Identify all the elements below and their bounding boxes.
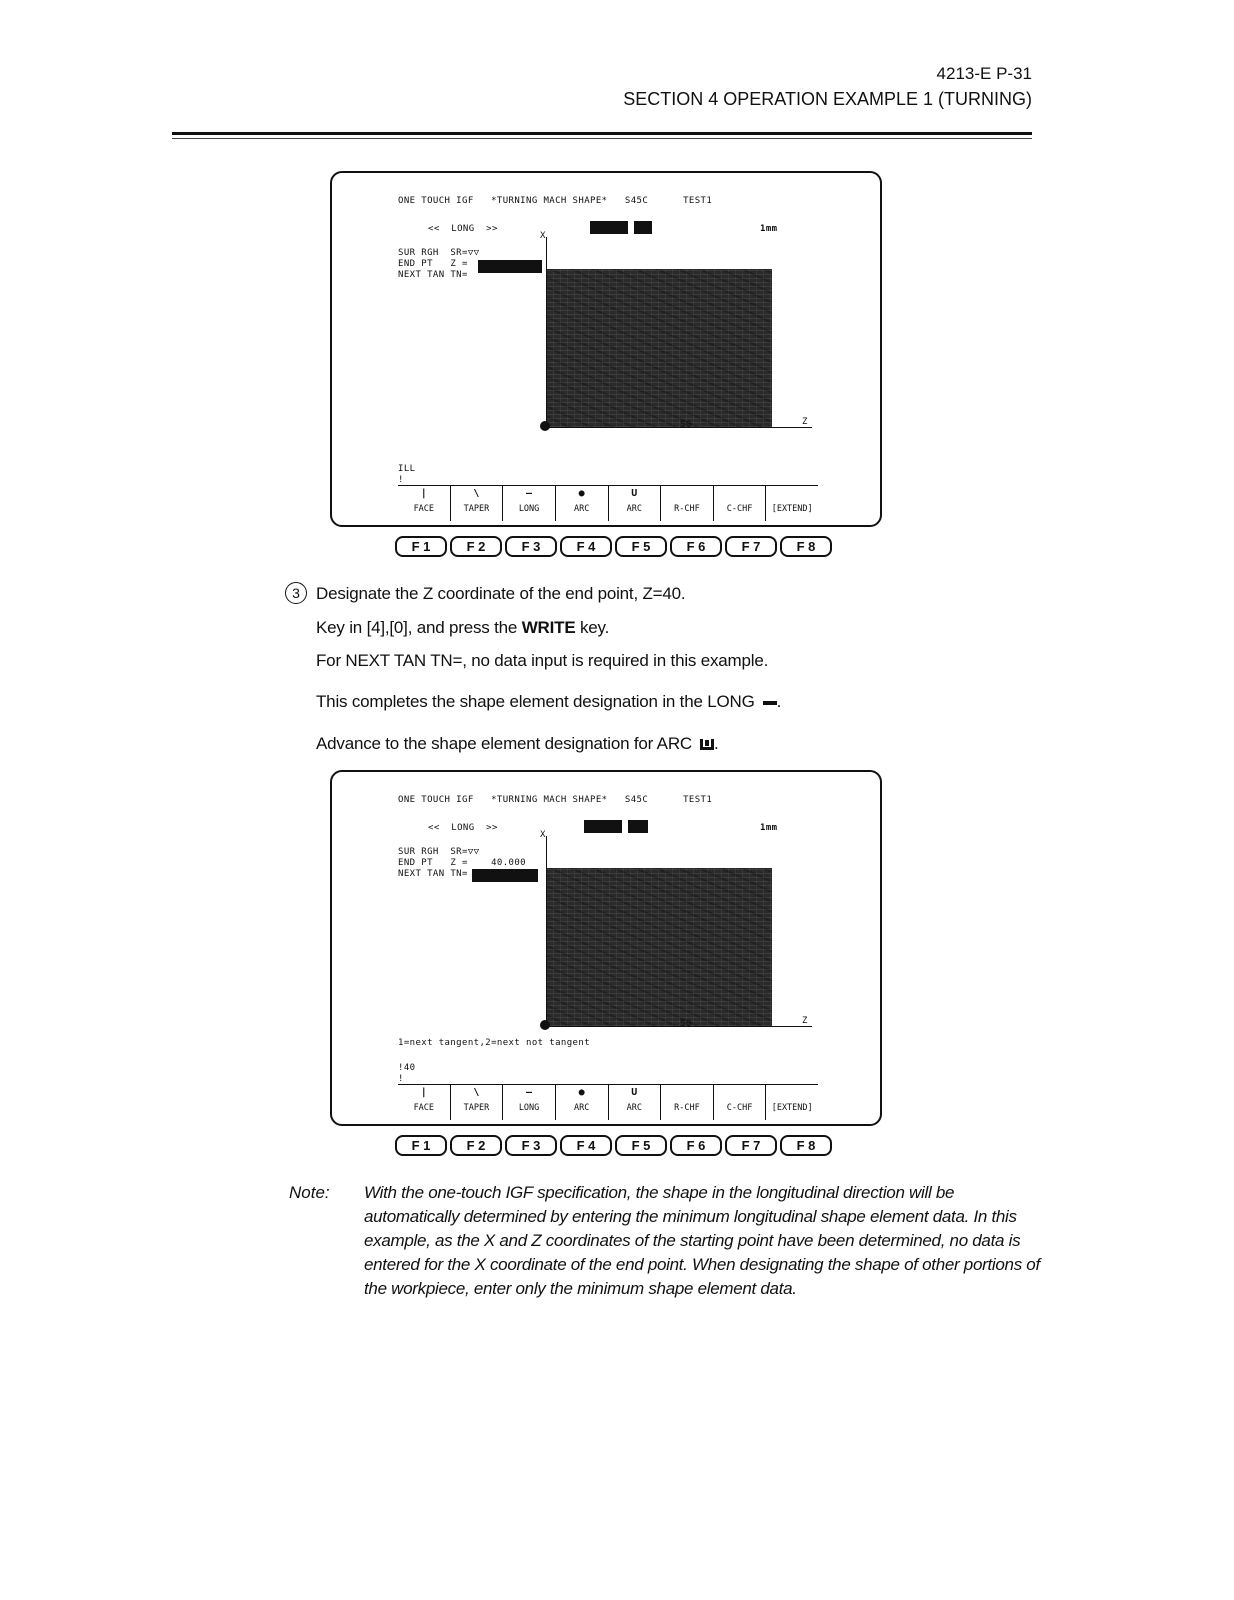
nc-screen-2 (330, 770, 882, 1126)
surface-roughness-field: SUR RGH SR=▽▽ (398, 847, 480, 857)
f2-key[interactable]: F 2 (450, 1135, 502, 1156)
scale-label: 1mm (760, 224, 778, 234)
end-point-field: END PT Z = 40.000 (398, 858, 527, 868)
face-icon: | (420, 488, 427, 499)
note-label: Note: (289, 1183, 330, 1202)
function-menu (398, 485, 818, 521)
f4-key[interactable]: F 4 (560, 536, 612, 557)
step-line-1: Designate the Z coordinate of the end point, Z=40. (316, 584, 686, 603)
x-axis (546, 836, 547, 1028)
z-axis (546, 427, 812, 428)
page-id: 4213-E P-31 (936, 64, 1032, 83)
input-line: ILL (398, 464, 416, 474)
menu-long[interactable] (503, 486, 556, 521)
f6-key[interactable]: F 6 (670, 536, 722, 557)
x-axis-label: X (540, 830, 546, 840)
shape-indicator-block (628, 820, 648, 833)
f8-key[interactable]: F 8 (780, 1135, 832, 1156)
arc-concave-icon (700, 739, 714, 750)
shape-plot (546, 269, 772, 427)
f1-key[interactable]: F 1 (395, 1135, 447, 1156)
shape-indicator-block (634, 221, 652, 234)
f5-key[interactable]: F 5 (615, 536, 667, 557)
f5-key[interactable]: F 5 (615, 1135, 667, 1156)
menu-label: FACE (413, 1103, 435, 1113)
menu-icon-empty (661, 1085, 713, 1101)
menu-long[interactable] (503, 1085, 556, 1120)
tick-50: 50 (680, 420, 692, 430)
step-line-3: For NEXT TAN TN=, no data input is required in this example. (316, 651, 769, 670)
menu-r-chf[interactable] (661, 486, 714, 521)
menu-arc-concave[interactable] (609, 1085, 662, 1120)
menu-arc-convex[interactable] (556, 1085, 609, 1120)
menu-r-chf[interactable] (661, 1085, 714, 1120)
mode-label: << LONG >> (428, 224, 498, 234)
z-axis-label: Z (802, 417, 808, 427)
next-tangent-field: NEXT TAN TN= (398, 270, 468, 280)
menu-arc-concave[interactable] (609, 486, 662, 521)
screen-title: ONE TOUCH IGF *TURNING MACH SHAPE* S45C TEST1 (398, 196, 713, 206)
scale-label: 1mm (760, 823, 778, 833)
long-icon (763, 701, 777, 705)
function-keys (395, 1135, 832, 1156)
f1-key[interactable]: F 1 (395, 536, 447, 557)
menu-label: R-CHF (674, 1103, 700, 1113)
f6-key[interactable]: F 6 (670, 1135, 722, 1156)
nc-screen-1 (330, 171, 882, 527)
menu-label: ARC (574, 1103, 590, 1113)
menu-icon-empty (714, 486, 766, 502)
input-cursor-block (472, 869, 538, 882)
next-tangent-field: NEXT TAN TN= (398, 869, 468, 879)
input-cursor-block (478, 260, 542, 273)
shape-indicator-block (584, 820, 622, 833)
long-icon: — (526, 1087, 533, 1098)
header-rule-thin (172, 138, 1032, 139)
step-line-4: This completes the shape element designation in the LONG . (316, 692, 782, 711)
step-number: 3 (285, 582, 307, 604)
z-axis (546, 1026, 812, 1027)
f3-key[interactable]: F 3 (505, 536, 557, 557)
step-line-5: Advance to the shape element designation for ARC . (316, 734, 719, 753)
f3-key[interactable]: F 3 (505, 1135, 557, 1156)
menu-taper[interactable] (451, 1085, 504, 1120)
end-point-field: END PT Z = (398, 259, 468, 269)
x-axis (546, 237, 547, 429)
input-cursor: ! (398, 475, 404, 485)
menu-label: C-CHF (726, 1103, 753, 1113)
menu-label: ARC (574, 504, 590, 514)
menu-c-chf[interactable] (714, 1085, 767, 1120)
surface-roughness-field: SUR RGH SR=▽▽ (398, 248, 480, 258)
arc-convex-icon: ● (578, 1087, 585, 1098)
menu-label: [EXTEND] (771, 1103, 813, 1113)
menu-label: TAPER (463, 1103, 490, 1113)
origin-marker (540, 1020, 550, 1030)
taper-icon: \ (473, 1087, 480, 1098)
menu-icon-empty (661, 486, 713, 502)
taper-icon: \ (473, 488, 480, 499)
note-text: With the one-touch IGF specification, the shape in the longitudinal direction will be automatically determined by entering the minimum longitudinal shape element data. In this example, as the X and Z coordinates of the starting point have been determined, no data is entered for the X coordinate of the end point. When designating the shape of other portions of the workpiece, enter only the minimum shape element data. (364, 1183, 1040, 1298)
menu-label: FACE (413, 504, 435, 514)
menu-label: [EXTEND] (771, 504, 813, 514)
header-rule (172, 132, 1032, 135)
x-axis-label: X (540, 231, 546, 241)
tangent-hint: 1=next tangent,2=next not tangent (398, 1038, 591, 1048)
arc-concave-icon: U (631, 488, 638, 499)
screen-title: ONE TOUCH IGF *TURNING MACH SHAPE* S45C TEST1 (398, 795, 713, 805)
z-axis-label: Z (802, 1016, 808, 1026)
input-cursor: ! (398, 1074, 404, 1084)
step-line-4-text: This completes the shape element designation in the LONG (316, 692, 755, 711)
f4-key[interactable]: F 4 (560, 1135, 612, 1156)
menu-label: C-CHF (726, 504, 753, 514)
mode-label: << LONG >> (428, 823, 498, 833)
shape-indicator-block (590, 221, 628, 234)
step-line-2 (316, 618, 609, 638)
step-line-2-post: key. (575, 618, 610, 637)
f7-key[interactable]: F 7 (725, 1135, 777, 1156)
menu-label: LONG (518, 504, 540, 514)
input-line: !40 (398, 1063, 416, 1073)
menu-extend[interactable] (766, 486, 818, 521)
menu-face[interactable] (398, 486, 451, 521)
menu-label: TAPER (463, 504, 490, 514)
menu-c-chf[interactable] (714, 486, 767, 521)
menu-icon-empty (766, 486, 818, 502)
write-key-label: WRITE (521, 618, 576, 637)
menu-extend[interactable] (766, 1085, 818, 1120)
menu-icon-empty (714, 1085, 766, 1101)
menu-face[interactable] (398, 1085, 451, 1120)
step-line-2-pre: Key in [4],[0], and press the (316, 618, 522, 637)
f2-key[interactable]: F 2 (450, 536, 502, 557)
menu-label: R-CHF (674, 504, 700, 514)
function-keys (395, 536, 832, 557)
long-icon: — (526, 488, 533, 499)
section-title: SECTION 4 OPERATION EXAMPLE 1 (TURNING) (623, 89, 1032, 109)
function-menu (398, 1084, 818, 1120)
menu-icon-empty (766, 1085, 818, 1101)
menu-arc-convex[interactable] (556, 486, 609, 521)
menu-label: LONG (518, 1103, 540, 1113)
f7-key[interactable]: F 7 (725, 536, 777, 557)
menu-label: ARC (626, 1103, 642, 1113)
f8-key[interactable]: F 8 (780, 536, 832, 557)
face-icon: | (420, 1087, 427, 1098)
tick-50: 50 (680, 1019, 692, 1029)
origin-marker (540, 421, 550, 431)
step-line-5-text: Advance to the shape element designation for ARC (316, 734, 692, 753)
arc-convex-icon: ● (578, 488, 585, 499)
arc-concave-icon: U (631, 1087, 638, 1098)
menu-taper[interactable] (451, 486, 504, 521)
menu-label: ARC (626, 504, 642, 514)
shape-plot (546, 868, 772, 1026)
